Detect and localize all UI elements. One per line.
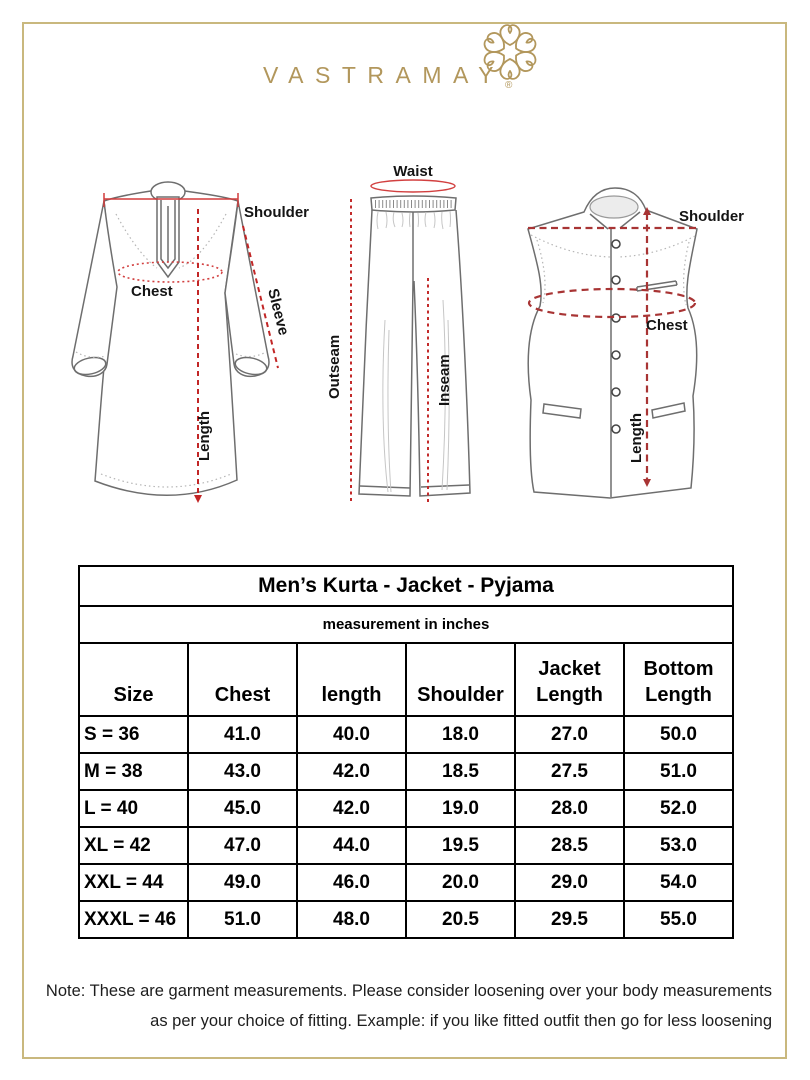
pyjama-waist-label: Waist bbox=[393, 163, 433, 180]
column-header-length: length bbox=[297, 643, 406, 716]
jacket-length-value: 28.0 bbox=[515, 790, 624, 827]
jacket-length-value: 29.5 bbox=[515, 901, 624, 938]
column-header-bottom-length: Bottom Length bbox=[624, 643, 733, 716]
shoulder-value: 20.0 bbox=[406, 864, 515, 901]
length-value: 40.0 bbox=[297, 716, 406, 753]
chest-value: 41.0 bbox=[188, 716, 297, 753]
size-value: XL = 42 bbox=[79, 827, 188, 864]
pyjama-outseam-label: Outseam bbox=[326, 334, 343, 399]
chest-value: 47.0 bbox=[188, 827, 297, 864]
size-value: M = 38 bbox=[79, 753, 188, 790]
bottom-length-value: 50.0 bbox=[624, 716, 733, 753]
table-row bbox=[79, 901, 733, 938]
note-line-2: as per your choice of fitting. Example: if you like fitted outfit then go for less loosening bbox=[150, 1012, 772, 1030]
kurta-diagram bbox=[72, 182, 309, 503]
bottom-length-value: 52.0 bbox=[624, 790, 733, 827]
size-value: XXL = 44 bbox=[79, 864, 188, 901]
chest-value: 49.0 bbox=[188, 864, 297, 901]
column-header-size: Size bbox=[79, 643, 188, 716]
kurta-sleeve-label: Sleeve bbox=[264, 286, 293, 338]
column-header-jacket-length: Jacket Length bbox=[515, 643, 624, 716]
length-value: 48.0 bbox=[297, 901, 406, 938]
table-row bbox=[79, 753, 733, 790]
jacket-chest-label: Chest bbox=[646, 317, 688, 334]
table-row bbox=[79, 716, 733, 753]
column-header-shoulder: Shoulder bbox=[406, 643, 515, 716]
bottom-length-value: 54.0 bbox=[624, 864, 733, 901]
size-value: S = 36 bbox=[79, 716, 188, 753]
brand-logo-text: VASTRAMAY bbox=[263, 62, 505, 88]
jacket-length-value: 27.0 bbox=[515, 716, 624, 753]
shoulder-value: 19.0 bbox=[406, 790, 515, 827]
column-header-chest: Chest bbox=[188, 643, 297, 716]
chest-value: 43.0 bbox=[188, 753, 297, 790]
shoulder-value: 18.0 bbox=[406, 716, 515, 753]
pyjama-inseam-label: Inseam bbox=[436, 354, 453, 406]
jacket-shoulder-label: Shoulder bbox=[679, 208, 745, 225]
size-value: XXXL = 46 bbox=[79, 901, 188, 938]
table-row bbox=[79, 827, 733, 864]
chest-value: 45.0 bbox=[188, 790, 297, 827]
shoulder-value: 19.5 bbox=[406, 827, 515, 864]
jacket-length-value: 29.0 bbox=[515, 864, 624, 901]
size-table-header-row bbox=[79, 643, 733, 716]
bottom-length-value: 55.0 bbox=[624, 901, 733, 938]
length-value: 44.0 bbox=[297, 827, 406, 864]
size-table-title: Men’s Kurta - Jacket - Pyjama bbox=[79, 566, 733, 606]
length-value: 42.0 bbox=[297, 753, 406, 790]
kurta-shoulder-label: Shoulder bbox=[244, 204, 310, 221]
length-value: 42.0 bbox=[297, 790, 406, 827]
bottom-length-value: 53.0 bbox=[624, 827, 733, 864]
shoulder-value: 20.5 bbox=[406, 901, 515, 938]
shoulder-value: 18.5 bbox=[406, 753, 515, 790]
jacket-length-value: 27.5 bbox=[515, 753, 624, 790]
registered-trademark-icon: ® bbox=[505, 80, 513, 91]
kurta-length-label: Length bbox=[196, 411, 213, 461]
measurement-note bbox=[38, 976, 772, 1036]
size-table-subtitle: measurement in inches bbox=[79, 606, 733, 643]
chest-value: 51.0 bbox=[188, 901, 297, 938]
table-row bbox=[79, 864, 733, 901]
pyjama-diagram bbox=[326, 163, 470, 503]
brand-emblem-icon bbox=[479, 22, 541, 82]
size-value: L = 40 bbox=[79, 790, 188, 827]
kurta-chest-label: Chest bbox=[131, 283, 173, 300]
note-line-1: Note: These are garment measurements. Please consider loosening over your body measurements bbox=[45, 982, 772, 1000]
size-table bbox=[78, 565, 734, 939]
length-value: 46.0 bbox=[297, 864, 406, 901]
measurement-diagrams bbox=[0, 150, 810, 550]
jacket-length-value: 28.5 bbox=[515, 827, 624, 864]
bottom-length-value: 51.0 bbox=[624, 753, 733, 790]
jacket-diagram bbox=[528, 188, 744, 498]
jacket-length-label: Length bbox=[628, 413, 645, 463]
table-row bbox=[79, 790, 733, 827]
